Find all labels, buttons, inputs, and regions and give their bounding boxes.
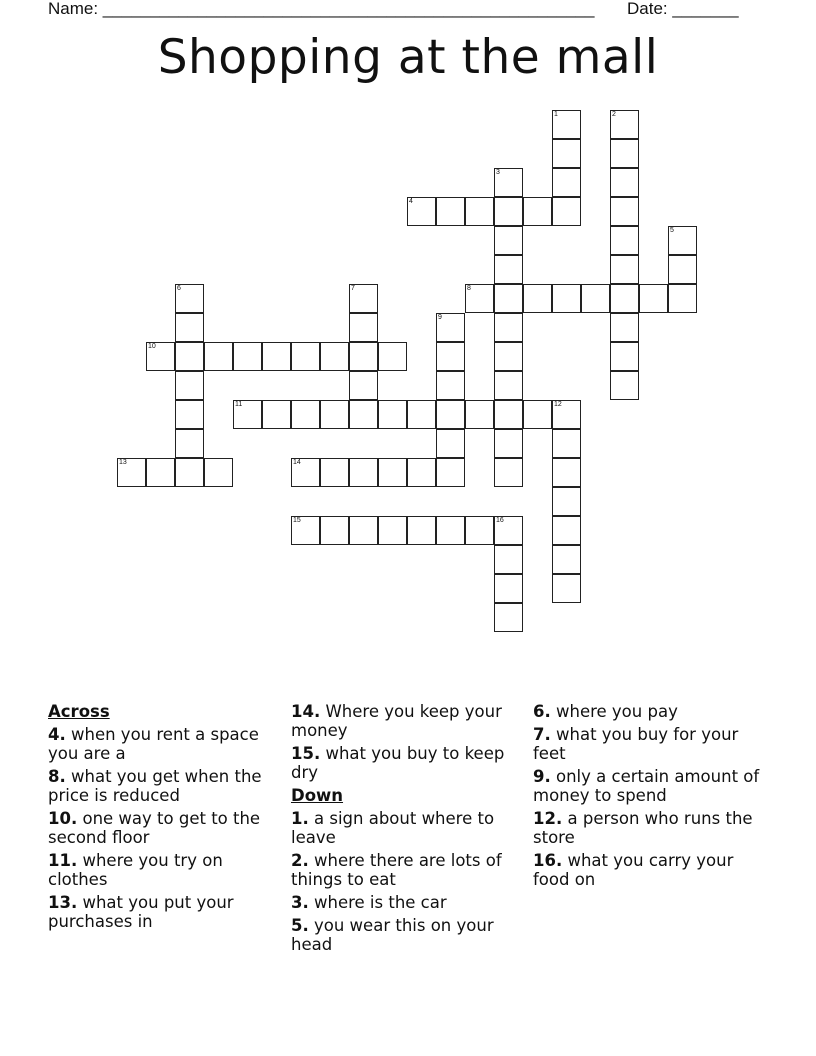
crossword-cell[interactable] bbox=[494, 400, 523, 429]
crossword-cell[interactable] bbox=[349, 400, 378, 429]
crossword-cell[interactable] bbox=[610, 168, 639, 197]
clue-number: 16. bbox=[533, 851, 563, 870]
crossword-cell[interactable] bbox=[291, 458, 320, 487]
clue-text: what you buy to keep dry bbox=[291, 744, 505, 782]
crossword-cell[interactable] bbox=[494, 284, 523, 313]
clue-number: 11. bbox=[48, 851, 78, 870]
clue-text: what you carry your food on bbox=[533, 851, 734, 889]
clue-down-2 bbox=[291, 851, 523, 889]
crossword-cell[interactable] bbox=[146, 458, 175, 487]
crossword-cell[interactable] bbox=[494, 226, 523, 255]
clue-text: what you get when the price is reduced bbox=[48, 767, 262, 805]
crossword-cell[interactable] bbox=[233, 400, 262, 429]
crossword-cell[interactable] bbox=[610, 371, 639, 400]
crossword-cell[interactable] bbox=[523, 284, 552, 313]
crossword-cell[interactable] bbox=[378, 458, 407, 487]
clue-number: 10. bbox=[48, 809, 78, 828]
crossword-cell[interactable] bbox=[320, 516, 349, 545]
crossword-cell[interactable] bbox=[407, 458, 436, 487]
crossword-cell[interactable] bbox=[552, 110, 581, 139]
clue-text: a sign about where to leave bbox=[291, 809, 495, 847]
clue-text: where you try on clothes bbox=[48, 851, 223, 889]
clue-down-12 bbox=[533, 809, 765, 847]
clue-text: what you put your purchases in bbox=[48, 893, 234, 931]
clue-down-6 bbox=[533, 702, 765, 721]
clue-number: 15. bbox=[291, 744, 321, 763]
clue-number: 4. bbox=[48, 725, 66, 744]
crossword-cell[interactable] bbox=[610, 197, 639, 226]
crossword-cell[interactable] bbox=[436, 371, 465, 400]
crossword-cell[interactable] bbox=[436, 313, 465, 342]
crossword-cell[interactable] bbox=[436, 429, 465, 458]
clue-number: 8. bbox=[48, 767, 66, 786]
cell-number: 6 bbox=[177, 285, 181, 292]
crossword-cell[interactable] bbox=[320, 342, 349, 371]
crossword-cell[interactable] bbox=[146, 342, 175, 371]
crossword-cell[interactable] bbox=[494, 429, 523, 458]
cell-number: 2 bbox=[612, 111, 616, 118]
crossword-cell[interactable] bbox=[552, 400, 581, 429]
clue-text: Where you keep your money bbox=[291, 702, 502, 740]
crossword-cell[interactable] bbox=[494, 574, 523, 603]
crossword-cell[interactable] bbox=[291, 342, 320, 371]
crossword-cell[interactable] bbox=[610, 139, 639, 168]
clue-across-10 bbox=[48, 809, 280, 847]
crossword-cell[interactable] bbox=[552, 168, 581, 197]
crossword-cell[interactable] bbox=[262, 400, 291, 429]
clues-column-1 bbox=[48, 702, 280, 935]
clue-down-9 bbox=[533, 767, 765, 805]
crossword-cell[interactable] bbox=[436, 400, 465, 429]
clue-number: 9. bbox=[533, 767, 551, 786]
crossword-cell[interactable] bbox=[523, 400, 552, 429]
clue-text: one way to get to the second floor bbox=[48, 809, 261, 847]
crossword-cell[interactable] bbox=[262, 342, 291, 371]
clue-number: 2. bbox=[291, 851, 309, 870]
cell-number: 14 bbox=[293, 459, 301, 466]
cell-number: 11 bbox=[235, 401, 243, 408]
clue-number: 7. bbox=[533, 725, 551, 744]
clue-down-1 bbox=[291, 809, 523, 847]
crossword-cell[interactable] bbox=[349, 313, 378, 342]
crossword-cell[interactable] bbox=[436, 342, 465, 371]
crossword-cell[interactable] bbox=[349, 342, 378, 371]
crossword-cell[interactable] bbox=[175, 371, 204, 400]
clue-text: where is the car bbox=[314, 893, 447, 912]
cell-number: 15 bbox=[293, 517, 301, 524]
crossword-cell[interactable] bbox=[668, 226, 697, 255]
crossword-cell[interactable] bbox=[552, 197, 581, 226]
cell-number: 10 bbox=[148, 343, 156, 350]
crossword-cell[interactable] bbox=[175, 400, 204, 429]
clue-across-14 bbox=[291, 702, 523, 740]
crossword-cell[interactable] bbox=[523, 197, 552, 226]
clue-number: 12. bbox=[533, 809, 563, 828]
clue-number: 14. bbox=[291, 702, 321, 721]
crossword-cell[interactable] bbox=[175, 313, 204, 342]
clue-text: what you buy for your feet bbox=[533, 725, 739, 763]
clue-across-13 bbox=[48, 893, 280, 931]
crossword-cell[interactable] bbox=[378, 516, 407, 545]
crossword-cell[interactable] bbox=[407, 516, 436, 545]
crossword-cell[interactable] bbox=[349, 516, 378, 545]
crossword-cell[interactable] bbox=[494, 458, 523, 487]
crossword-cell[interactable] bbox=[204, 458, 233, 487]
crossword-cell[interactable] bbox=[610, 226, 639, 255]
across-heading: Across bbox=[48, 702, 110, 721]
clue-number: 6. bbox=[533, 702, 551, 721]
crossword-cell[interactable] bbox=[291, 516, 320, 545]
crossword-cell[interactable] bbox=[378, 400, 407, 429]
clue-down-3 bbox=[291, 893, 523, 912]
crossword-cell[interactable] bbox=[407, 400, 436, 429]
crossword-cell[interactable] bbox=[320, 458, 349, 487]
crossword-cell[interactable] bbox=[668, 255, 697, 284]
cell-number: 5 bbox=[670, 227, 674, 234]
cell-number: 16 bbox=[496, 517, 504, 524]
crossword-cell[interactable] bbox=[610, 284, 639, 313]
crossword-cell[interactable] bbox=[552, 284, 581, 313]
clue-across-4 bbox=[48, 725, 280, 763]
clue-text: only a certain amount of money to spend bbox=[533, 767, 760, 805]
crossword-cell[interactable] bbox=[204, 342, 233, 371]
crossword-cell[interactable] bbox=[465, 284, 494, 313]
crossword-cell[interactable] bbox=[436, 458, 465, 487]
crossword-cell[interactable] bbox=[117, 458, 146, 487]
crossword-cell[interactable] bbox=[610, 342, 639, 371]
clue-number: 5. bbox=[291, 916, 309, 935]
crossword-cell[interactable] bbox=[349, 284, 378, 313]
clue-across-15 bbox=[291, 744, 523, 782]
cell-number: 13 bbox=[119, 459, 127, 466]
crossword-cell[interactable] bbox=[581, 284, 610, 313]
clue-down-16 bbox=[533, 851, 765, 889]
cell-number: 4 bbox=[409, 198, 413, 205]
crossword-cell[interactable] bbox=[175, 284, 204, 313]
clue-text: you wear this on your head bbox=[291, 916, 494, 954]
crossword-cell[interactable] bbox=[465, 197, 494, 226]
crossword-cell[interactable] bbox=[610, 110, 639, 139]
crossword-cell[interactable] bbox=[407, 197, 436, 226]
clue-text: when you rent a space you are a bbox=[48, 725, 259, 763]
crossword-cell[interactable] bbox=[494, 371, 523, 400]
crossword-cell[interactable] bbox=[494, 313, 523, 342]
crossword-cell[interactable] bbox=[436, 197, 465, 226]
crossword-cell[interactable] bbox=[552, 487, 581, 516]
crossword-cell[interactable] bbox=[552, 545, 581, 574]
clue-text: a person who runs the store bbox=[533, 809, 753, 847]
crossword-cell[interactable] bbox=[494, 603, 523, 632]
crossword-cell[interactable] bbox=[639, 284, 668, 313]
crossword-cell[interactable] bbox=[610, 313, 639, 342]
crossword-cell[interactable] bbox=[552, 574, 581, 603]
crossword-cell[interactable] bbox=[494, 255, 523, 284]
crossword-cell[interactable] bbox=[494, 197, 523, 226]
cell-number: 3 bbox=[496, 169, 500, 176]
crossword-cell[interactable] bbox=[291, 400, 320, 429]
cell-number: 1 bbox=[554, 111, 558, 118]
clues-column-2 bbox=[291, 702, 523, 958]
crossword-cell[interactable] bbox=[552, 429, 581, 458]
crossword-cell[interactable] bbox=[552, 516, 581, 545]
down-heading: Down bbox=[291, 786, 344, 805]
name-field-label[interactable]: Name: ____________________________________________________ bbox=[48, 0, 595, 18]
clue-number: 3. bbox=[291, 893, 309, 912]
crossword-cell[interactable] bbox=[494, 545, 523, 574]
crossword-cell[interactable] bbox=[494, 168, 523, 197]
crossword-cell[interactable] bbox=[175, 342, 204, 371]
cell-number: 9 bbox=[438, 314, 442, 321]
clue-down-5 bbox=[291, 916, 523, 954]
cell-number: 8 bbox=[467, 285, 471, 292]
cell-number: 7 bbox=[351, 285, 355, 292]
crossword-cell[interactable] bbox=[494, 342, 523, 371]
crossword-cell[interactable] bbox=[175, 429, 204, 458]
crossword-cell[interactable] bbox=[175, 458, 204, 487]
clue-across-11 bbox=[48, 851, 280, 889]
crossword-cell[interactable] bbox=[465, 516, 494, 545]
clue-down-7 bbox=[533, 725, 765, 763]
crossword-cell[interactable] bbox=[436, 516, 465, 545]
cell-number: 12 bbox=[554, 401, 562, 408]
date-field-label[interactable]: Date: _______ bbox=[627, 0, 739, 18]
crossword-cell[interactable] bbox=[552, 458, 581, 487]
crossword-cell[interactable] bbox=[552, 139, 581, 168]
crossword-cell[interactable] bbox=[668, 284, 697, 313]
crossword-cell[interactable] bbox=[349, 371, 378, 400]
clue-number: 13. bbox=[48, 893, 78, 912]
crossword-cell[interactable] bbox=[465, 400, 494, 429]
crossword-cell[interactable] bbox=[320, 400, 349, 429]
crossword-cell[interactable] bbox=[610, 255, 639, 284]
crossword-cell[interactable] bbox=[349, 458, 378, 487]
clue-number: 1. bbox=[291, 809, 309, 828]
crossword-cell[interactable] bbox=[233, 342, 262, 371]
clue-text: where you pay bbox=[556, 702, 678, 721]
clues-column-3 bbox=[533, 702, 765, 893]
clue-text: where there are lots of things to eat bbox=[291, 851, 502, 889]
clue-across-8 bbox=[48, 767, 280, 805]
page-title: Shopping at the mall bbox=[157, 30, 659, 85]
crossword-cell[interactable] bbox=[494, 516, 523, 545]
crossword-cell[interactable] bbox=[378, 342, 407, 371]
